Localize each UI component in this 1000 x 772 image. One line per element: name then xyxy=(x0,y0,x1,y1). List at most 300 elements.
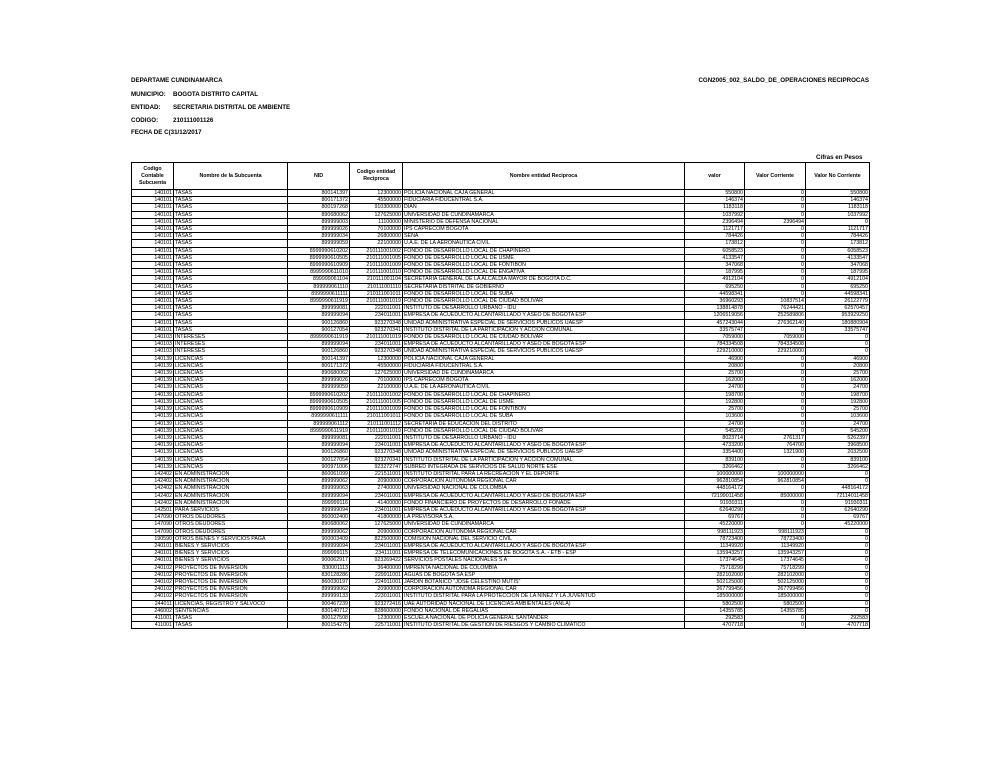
cell-codigo: 140101 xyxy=(132,298,174,305)
col-header-valor-corriente: Valor Corriente xyxy=(745,163,806,190)
table-row xyxy=(132,535,870,542)
cell-codigo-entidad: 210111001005 xyxy=(350,254,403,261)
cell-codigo-entidad: 27400000 xyxy=(350,485,403,492)
cell-valor-no-corriente: 0 xyxy=(806,607,870,614)
table-row xyxy=(132,319,870,326)
cell-nombre-subcuenta: PROYECTOS DE INVERSION xyxy=(174,564,288,571)
cell-nombre-subcuenta: INTERESES xyxy=(174,341,288,348)
table-row xyxy=(132,478,870,485)
cell-nombre-subcuenta: TASAS xyxy=(174,319,288,326)
cell-valor: 502125000 xyxy=(685,578,745,585)
cell-valor-no-corriente: 695250 xyxy=(806,283,870,290)
cell-nid: 900126860 xyxy=(288,449,350,456)
cell-valor-corriente: 0 xyxy=(745,254,806,261)
cell-codigo-entidad: 127625000 xyxy=(350,521,403,528)
table-row xyxy=(132,312,870,319)
cell-nombre-subcuenta: LICENCIAS xyxy=(174,413,288,420)
cell-valor-no-corriente: 162000 xyxy=(806,377,870,384)
table-row xyxy=(132,578,870,585)
cell-nid: 899999094 xyxy=(288,492,350,499)
cell-codigo: 411001 xyxy=(132,614,174,621)
cell-codigo: 140139 xyxy=(132,370,174,377)
table-row xyxy=(132,290,870,297)
cell-valor: 1121717 xyxy=(685,226,745,233)
cell-valor-no-corriente: 173812 xyxy=(806,240,870,247)
operations-table xyxy=(131,162,870,629)
cell-nombre-subcuenta: TASAS xyxy=(174,298,288,305)
cell-codigo-entidad: 828600000 xyxy=(350,607,403,614)
table-row xyxy=(132,485,870,492)
cell-nid: 8999990610202 xyxy=(288,391,350,398)
cell-valor-corriente: 0 xyxy=(745,384,806,391)
cell-nombre-entidad: SERVICIOS POSTALES NACIONALES S A xyxy=(403,557,685,564)
cell-nid: 800171372 xyxy=(288,197,350,204)
cell-codigo-entidad: 234011001 xyxy=(350,312,403,319)
cell-nid: 899999081 xyxy=(288,434,350,441)
cell-valor: 192800 xyxy=(685,398,745,405)
cell-codigo: 140101 xyxy=(132,233,174,240)
cell-codigo-entidad: 11100000 xyxy=(350,218,403,225)
cell-nid: 899999094 xyxy=(288,542,350,549)
cell-valor-corriente: 0 xyxy=(745,190,806,197)
cell-valor-no-corriente: 103600 xyxy=(806,413,870,420)
cell-nombre-subcuenta: LICENCIAS xyxy=(174,427,288,434)
cell-valor: 1037992 xyxy=(685,211,745,218)
cell-nombre-entidad: LA PREVISORA S.A. xyxy=(403,514,685,521)
cell-nombre-subcuenta: TASAS xyxy=(174,233,288,240)
cell-nid: 899999116 xyxy=(288,499,350,506)
cell-valor-no-corriente: 545200 xyxy=(806,427,870,434)
cell-nombre-entidad: INSTITUTO DISTRITAL DE LA PARTICIPACION Y ACCION COMUNAL xyxy=(403,456,685,463)
cell-valor: 103600 xyxy=(685,413,745,420)
cell-codigo: 140101 xyxy=(132,283,174,290)
cell-nombre-subcuenta: LICENCIAS xyxy=(174,377,288,384)
cell-valor-corriente: 0 xyxy=(745,362,806,369)
cell-valor-no-corriente: 5262397 xyxy=(806,434,870,441)
cell-codigo-entidad: 923270348 xyxy=(350,348,403,355)
col-header-codigo: Codigo Contable Subcuenta xyxy=(132,163,174,190)
cell-codigo-entidad: 127625000 xyxy=(350,211,403,218)
table-row xyxy=(132,262,870,269)
cell-nombre-entidad: FIDUCIARIA FIDUCENTRAL S.A. xyxy=(403,197,685,204)
table-row xyxy=(132,550,870,557)
cell-nombre-entidad: FONDO DE DESARROLLO LOCAL DE CHAPINERO xyxy=(403,391,685,398)
cell-codigo-entidad: 923269422 xyxy=(350,557,403,564)
cell-nombre-entidad: EMPRESA DE ACUEDUCTO ALCANTARILLADO Y ASEO DE BOGOTA ESP xyxy=(403,492,685,499)
cell-codigo: 140101 xyxy=(132,262,174,269)
cell-valor-no-corriente: 180880904 xyxy=(806,319,870,326)
cell-nombre-subcuenta: EN ADMINISTRACION xyxy=(174,470,288,477)
table-row xyxy=(132,420,870,427)
table-row xyxy=(132,398,870,405)
cell-nombre-subcuenta: TASAS xyxy=(174,305,288,312)
cell-nid: 899999059 xyxy=(288,384,350,391)
cell-nombre-subcuenta: LICENCIAS xyxy=(174,370,288,377)
cell-valor: 162000 xyxy=(685,377,745,384)
cell-valor-no-corriente: 1037992 xyxy=(806,211,870,218)
cell-codigo-entidad: 210111001019 xyxy=(350,427,403,434)
cell-valor-no-corriente: 0 xyxy=(806,348,870,355)
cell-codigo-entidad: 41800000 xyxy=(350,514,403,521)
cell-nombre-entidad: EMPRESA DE TELECOMUNICACIONES DE BOGOTA S.A. - ETB - ESP xyxy=(403,550,685,557)
cell-nombre-entidad: EMPRESA DE ACUEDUCTO ALCANTARILLADO Y ASEO DE BOGOTA ESP xyxy=(403,542,685,549)
cell-valor-no-corriente: 3266462 xyxy=(806,463,870,470)
cell-codigo-entidad: 12300000 xyxy=(350,614,403,621)
cell-nombre-subcuenta: LICENCIAS xyxy=(174,384,288,391)
cell-valor: 784426 xyxy=(685,233,745,240)
cell-valor-no-corriente: 192800 xyxy=(806,398,870,405)
col-header-valor-no-corriente: Valor No Corriente xyxy=(806,163,870,190)
cell-valor-no-corriente: 45220000 xyxy=(806,521,870,528)
cell-valor: 46900 xyxy=(685,355,745,362)
cell-nombre-subcuenta: LICENCIAS xyxy=(174,391,288,398)
cell-codigo: 147090 xyxy=(132,514,174,521)
cell-nombre-entidad: INSTITUTO DISTRITAL DE LA PARTICIPACION Y ACCION COMUNAL xyxy=(403,326,685,333)
cell-nombre-subcuenta: LICENCIAS xyxy=(174,355,288,362)
table-row xyxy=(132,341,870,348)
cell-valor-corriente: 502125000 xyxy=(745,578,806,585)
cell-nombre-subcuenta: LICENCIAS xyxy=(174,449,288,456)
cell-valor-corriente: 78723400 xyxy=(745,535,806,542)
cell-nombre-subcuenta: PROYECTOS DE INVERSION xyxy=(174,586,288,593)
cell-codigo-entidad: 45500000 xyxy=(350,197,403,204)
cell-valor: 24700 xyxy=(685,384,745,391)
cell-nid: 860030197 xyxy=(288,578,350,585)
cell-codigo-entidad: 20900000 xyxy=(350,528,403,535)
cell-nid: 899999063 xyxy=(288,485,350,492)
cell-codigo: 140139 xyxy=(132,398,174,405)
cell-nombre-subcuenta: LICENCIAS xyxy=(174,434,288,441)
cell-nombre-subcuenta: BIENES Y SERVICIOS xyxy=(174,550,288,557)
cell-valor-corriente: 0 xyxy=(745,262,806,269)
cell-valor: 14355785 xyxy=(685,607,745,614)
codigo-label: CODIGO: xyxy=(131,117,159,124)
cell-nombre-entidad: SECRETARIA DE EDUCACION DEL DISTRITO xyxy=(403,420,685,427)
header-entidad xyxy=(131,104,869,112)
cell-nombre-entidad: DIAN xyxy=(403,204,685,211)
cell-valor: 45220000 xyxy=(685,521,745,528)
cell-nid: 899999034 xyxy=(288,233,350,240)
cell-codigo-entidad: 234011001 xyxy=(350,492,403,499)
table-row xyxy=(132,427,870,434)
col-header-codigo-entidad: Codigo entidad Reciproca xyxy=(350,163,403,190)
cell-valor: 78723400 xyxy=(685,535,745,542)
departamento-value: CUNDINAMARCA xyxy=(171,77,223,84)
table-row xyxy=(132,463,870,470)
table-row xyxy=(132,276,870,283)
cell-valor-no-corriente: 0 xyxy=(806,542,870,549)
cell-nid: 800154275 xyxy=(288,622,350,629)
cell-nombre-entidad: EMPRESA DE ACUEDUCTO ALCANTARILLADO Y ASEO DE BOGOTA ESP xyxy=(403,312,685,319)
cell-valor: 4733200 xyxy=(685,442,745,449)
cell-nid: 899999026 xyxy=(288,377,350,384)
cell-codigo: 142501 xyxy=(132,506,174,513)
cell-valor-no-corriente: 550800 xyxy=(806,190,870,197)
cell-codigo-entidad: 12300000 xyxy=(350,355,403,362)
cell-nombre-entidad: FONDO DE DESARROLLO LOCAL DE SUBA xyxy=(403,413,685,420)
cell-nombre-subcuenta: PROYECTOS DE INVERSION xyxy=(174,593,288,600)
cell-nombre-entidad: ESCUELA NACIONAL DE POLICIA GENERAL SANTANDER xyxy=(403,614,685,621)
cell-nombre-entidad: UNIDAD ADMINISTRATIVA ESPECIAL DE SERVICIOS PUBLICOS UAESP xyxy=(403,449,685,456)
cell-nombre-entidad: FONDO DE DESARROLLO LOCAL DE SUBA xyxy=(403,290,685,297)
table-row xyxy=(132,593,870,600)
cell-codigo-entidad: 210111001104 xyxy=(350,276,403,283)
table-row xyxy=(132,492,870,499)
cell-codigo: 142402 xyxy=(132,478,174,485)
cell-nombre-entidad: POLICIA NACIONAL CAJA GENERAL xyxy=(403,355,685,362)
cell-valor-corriente: 0 xyxy=(745,226,806,233)
cell-nid: 8999990611111 xyxy=(288,413,350,420)
cell-valor: 72199011458 xyxy=(685,492,745,499)
cell-nombre-entidad: SECRETARIA DISTRITAL DE GOBIERNO xyxy=(403,283,685,290)
cell-nid: 830140712 xyxy=(288,607,350,614)
cell-valor-no-corriente: 20800 xyxy=(806,362,870,369)
cell-nid: 899999026 xyxy=(288,226,350,233)
cell-valor-no-corriente: 91930311 xyxy=(806,499,870,506)
cell-valor-no-corriente: 24700 xyxy=(806,420,870,427)
cell-valor-corriente: 0 xyxy=(745,204,806,211)
cell-nombre-subcuenta: OTROS DEUDORES xyxy=(174,514,288,521)
table-row xyxy=(132,456,870,463)
cell-codigo-entidad: 910300000 xyxy=(350,204,403,211)
cell-valor-no-corriente: 0 xyxy=(806,478,870,485)
table-row xyxy=(132,326,870,333)
cell-nombre-entidad: INSTITUTO DISTRITAL PARA LA PROTECCION DE LA NIÑEZ Y LA JUVENTUD xyxy=(403,593,685,600)
cell-nombre-subcuenta: LICENCIAS xyxy=(174,456,288,463)
cell-valor-corriente: 0 xyxy=(745,514,806,521)
cell-nid: 899999061104 xyxy=(288,276,350,283)
cell-codigo-entidad: 222011001 xyxy=(350,434,403,441)
cell-valor-no-corriente: 347068 xyxy=(806,262,870,269)
cell-nid: 8999990611111 xyxy=(288,290,350,297)
cell-nid: 800171372 xyxy=(288,362,350,369)
cell-nombre-entidad: U.A.E. DE LA AERONAUTICA CIVIL xyxy=(403,240,685,247)
cell-codigo: 142402 xyxy=(132,485,174,492)
cell-valor: 33575747 xyxy=(685,326,745,333)
cell-nombre-entidad: UNIVERSIDAD DE CUNDINAMARCA xyxy=(403,370,685,377)
table-row xyxy=(132,514,870,521)
cell-codigo-entidad: 234111001 xyxy=(350,550,403,557)
cell-valor-corriente: 75718299 xyxy=(745,564,806,571)
cell-valor-no-corriente: 46900 xyxy=(806,355,870,362)
report-id: CGN2005_002_SALDO_DE_OPERACIONES RECIPROCAS xyxy=(698,77,869,84)
cell-codigo: 140139 xyxy=(132,420,174,427)
cell-valor-no-corriente: 69767 xyxy=(806,514,870,521)
cell-codigo: 140139 xyxy=(132,463,174,470)
table-row xyxy=(132,254,870,261)
cell-codigo-entidad: 223011001 xyxy=(350,593,403,600)
cell-codigo-entidad: 70100000 xyxy=(350,377,403,384)
fecha-label: FECHA DE C( xyxy=(131,129,171,136)
table-row xyxy=(132,370,870,377)
cell-codigo-entidad: 923270341 xyxy=(350,326,403,333)
cell-codigo-entidad: 923272416 xyxy=(350,600,403,607)
cell-valor-no-corriente: 4707718 xyxy=(806,622,870,629)
cell-valor-no-corriente: 25700 xyxy=(806,370,870,377)
table-row xyxy=(132,542,870,549)
cell-nombre-entidad: CORPORACION AUTONOMA REGIONAL CAR xyxy=(403,478,685,485)
cell-valor-corriente: 0 xyxy=(745,233,806,240)
cell-valor-no-corriente: 72114011458 xyxy=(806,492,870,499)
cell-valor-no-corriente: 44598341 xyxy=(806,290,870,297)
cell-valor: 2396494 xyxy=(685,218,745,225)
cell-nid: 900003409 xyxy=(288,535,350,542)
cell-codigo: 140139 xyxy=(132,456,174,463)
cell-nombre-subcuenta: LICENCIAS xyxy=(174,362,288,369)
table-row xyxy=(132,521,870,528)
cell-nombre-entidad: UNIVERSIDAD DE CUNDINAMARCA xyxy=(403,521,685,528)
cell-valor-corriente: 0 xyxy=(745,499,806,506)
cell-codigo-entidad: 127625000 xyxy=(350,370,403,377)
cell-codigo: 244011 xyxy=(132,600,174,607)
cell-nombre-subcuenta: TASAS xyxy=(174,262,288,269)
cell-valor: 11349920 xyxy=(685,542,745,549)
cell-nombre-subcuenta: INTERESES xyxy=(174,348,288,355)
cell-codigo-entidad: 210111001110 xyxy=(350,283,403,290)
cell-valor-corriente: 0 xyxy=(745,622,806,629)
cell-nid: 800141397 xyxy=(288,355,350,362)
cell-nombre-entidad: CORPORACION AUTONOMA REGIONAL CAR xyxy=(403,586,685,593)
cell-nombre-entidad: SUBRED INTEGRADA DE SERVICIOS DE SALUD NORTE ESE xyxy=(403,463,685,470)
cell-codigo-entidad: 221511001 xyxy=(350,470,403,477)
cell-codigo-entidad: 923270348 xyxy=(350,319,403,326)
table-row xyxy=(132,607,870,614)
table-row xyxy=(132,384,870,391)
cell-codigo: 140101 xyxy=(132,204,174,211)
cell-codigo: 140101 xyxy=(132,305,174,312)
cell-nid: 899999094 xyxy=(288,506,350,513)
cell-valor-no-corriente: 4912104 xyxy=(806,276,870,283)
cell-nombre-subcuenta: TASAS xyxy=(174,197,288,204)
cell-valor-no-corriente: 0 xyxy=(806,528,870,535)
cell-nombre-entidad: JARDIN BOTANICO "JOSE CELESTINO MUTIS" xyxy=(403,578,685,585)
cell-codigo-entidad: 22100000 xyxy=(350,384,403,391)
cell-valor-no-corriente: 0 xyxy=(806,571,870,578)
cell-valor-no-corriente: 24700 xyxy=(806,384,870,391)
cell-codigo-entidad: 210111001011 xyxy=(350,413,403,420)
table-header-row xyxy=(132,163,870,190)
cell-nombre-subcuenta: TASAS xyxy=(174,218,288,225)
cell-codigo-entidad: 210111001002 xyxy=(350,247,403,254)
cell-valor: 448164172 xyxy=(685,485,745,492)
cell-nombre-subcuenta: EN ADMINISTRACION xyxy=(174,478,288,485)
cell-codigo: 140101 xyxy=(132,319,174,326)
table-row xyxy=(132,233,870,240)
cell-codigo-entidad: 923270348 xyxy=(350,449,403,456)
cell-valor-no-corriente: 0 xyxy=(806,564,870,571)
cell-nombre-subcuenta: TASAS xyxy=(174,247,288,254)
cell-nid: 899999133 xyxy=(288,593,350,600)
cell-valor-corriente: 100000000 xyxy=(745,470,806,477)
cell-codigo: 140101 xyxy=(132,276,174,283)
cell-nombre-entidad: INSTITUTO DE DESARROLLO URBANO - IDU xyxy=(403,305,685,312)
cell-valor-no-corriente: 2032500 xyxy=(806,449,870,456)
cell-valor: 839100 xyxy=(685,456,745,463)
cell-valor-no-corriente: 1121717 xyxy=(806,226,870,233)
cell-valor-corriente: 0 xyxy=(745,290,806,297)
table-row xyxy=(132,586,870,593)
cell-valor-corriente: 185000000 xyxy=(745,593,806,600)
cell-valor-corriente: 764700 xyxy=(745,442,806,449)
cell-valor-corriente: 135943257 xyxy=(745,550,806,557)
cell-codigo: 147090 xyxy=(132,528,174,535)
cell-codigo: 140139 xyxy=(132,442,174,449)
cell-nombre-entidad: FONDO NACIONAL DE REGALIAS xyxy=(403,607,685,614)
cell-codigo: 140139 xyxy=(132,355,174,362)
cell-nid: 8999990610202 xyxy=(288,247,350,254)
cell-codigo: 240101 xyxy=(132,550,174,557)
departamento-label: DEPARTAME xyxy=(131,77,170,84)
cell-nombre-subcuenta: EN ADMINISTRACION xyxy=(174,492,288,499)
cell-valor-corriente: 282102000 xyxy=(745,571,806,578)
cell-codigo-entidad: 20900000 xyxy=(350,586,403,593)
cell-valor-corriente: 0 xyxy=(745,197,806,204)
cell-codigo: 240102 xyxy=(132,578,174,585)
table-row xyxy=(132,334,870,341)
cell-valor-corriente: 11349920 xyxy=(745,542,806,549)
cell-codigo-entidad: 234011001 xyxy=(350,442,403,449)
cell-valor: 784334508 xyxy=(685,341,745,348)
cell-codigo: 240101 xyxy=(132,542,174,549)
cell-valor-no-corriente: 0 xyxy=(806,218,870,225)
cell-valor-corriente: 0 xyxy=(745,485,806,492)
cell-nid: 860002400 xyxy=(288,514,350,521)
cell-nombre-entidad: FONDO DE DESARROLLO LOCAL DE FONTIBON xyxy=(403,262,685,269)
cell-nid: 800141397 xyxy=(288,190,350,197)
table-row xyxy=(132,614,870,621)
cell-valor-corriente: 784334508 xyxy=(745,341,806,348)
cell-valor-no-corriente: 6058523 xyxy=(806,247,870,254)
table-row xyxy=(132,470,870,477)
cell-valor: 91930311 xyxy=(685,499,745,506)
cell-valor-corriente: 0 xyxy=(745,247,806,254)
table-row xyxy=(132,413,870,420)
cell-nid: 899999094 xyxy=(288,312,350,319)
cell-nombre-entidad: POLICIA NACIONAL CAJA GENERAL xyxy=(403,190,685,197)
cell-codigo: 140101 xyxy=(132,254,174,261)
cell-codigo-entidad: 36400000 xyxy=(350,564,403,571)
cell-codigo: 140101 xyxy=(132,247,174,254)
cell-codigo: 240102 xyxy=(132,564,174,571)
cell-valor-no-corriente: 1183118 xyxy=(806,204,870,211)
cell-nid: 899999059 xyxy=(288,240,350,247)
cell-valor: 8023714 xyxy=(685,434,745,441)
cell-codigo-entidad: 41400000 xyxy=(350,499,403,506)
cell-nombre-entidad: INSTITUTO DE DESARROLLO URBANO - IDU xyxy=(403,434,685,441)
cell-codigo: 240101 xyxy=(132,557,174,564)
cifras-label: Cifras en Pesos xyxy=(816,154,863,161)
cell-valor: 4707718 xyxy=(685,622,745,629)
cell-valor-no-corriente: 198700 xyxy=(806,391,870,398)
table-row xyxy=(132,355,870,362)
cell-valor-no-corriente: 448164172 xyxy=(806,485,870,492)
cell-valor: 44598341 xyxy=(685,290,745,297)
cell-nombre-entidad: UAE AUTORIDAD NACIONAL DE LICENCIAS AMBIENTALES (ANLA) xyxy=(403,600,685,607)
cell-nombre-subcuenta: BIENES Y SERVICIOS xyxy=(174,557,288,564)
table-row xyxy=(132,362,870,369)
table-row xyxy=(132,298,870,305)
cell-nid: 8999990610505 xyxy=(288,254,350,261)
cell-codigo-entidad: 45500000 xyxy=(350,362,403,369)
cell-nombre-entidad: UNIVERSIDAD DE CUNDINAMARCA xyxy=(403,211,685,218)
cell-valor-corriente: 0 xyxy=(745,391,806,398)
cell-valor: 198700 xyxy=(685,391,745,398)
cell-codigo: 140101 xyxy=(132,218,174,225)
cell-valor: 267799456 xyxy=(685,586,745,593)
cell-nombre-subcuenta: LICENCIAS xyxy=(174,398,288,405)
cell-codigo: 140101 xyxy=(132,326,174,333)
codigo-value: 210111001126 xyxy=(173,117,214,124)
